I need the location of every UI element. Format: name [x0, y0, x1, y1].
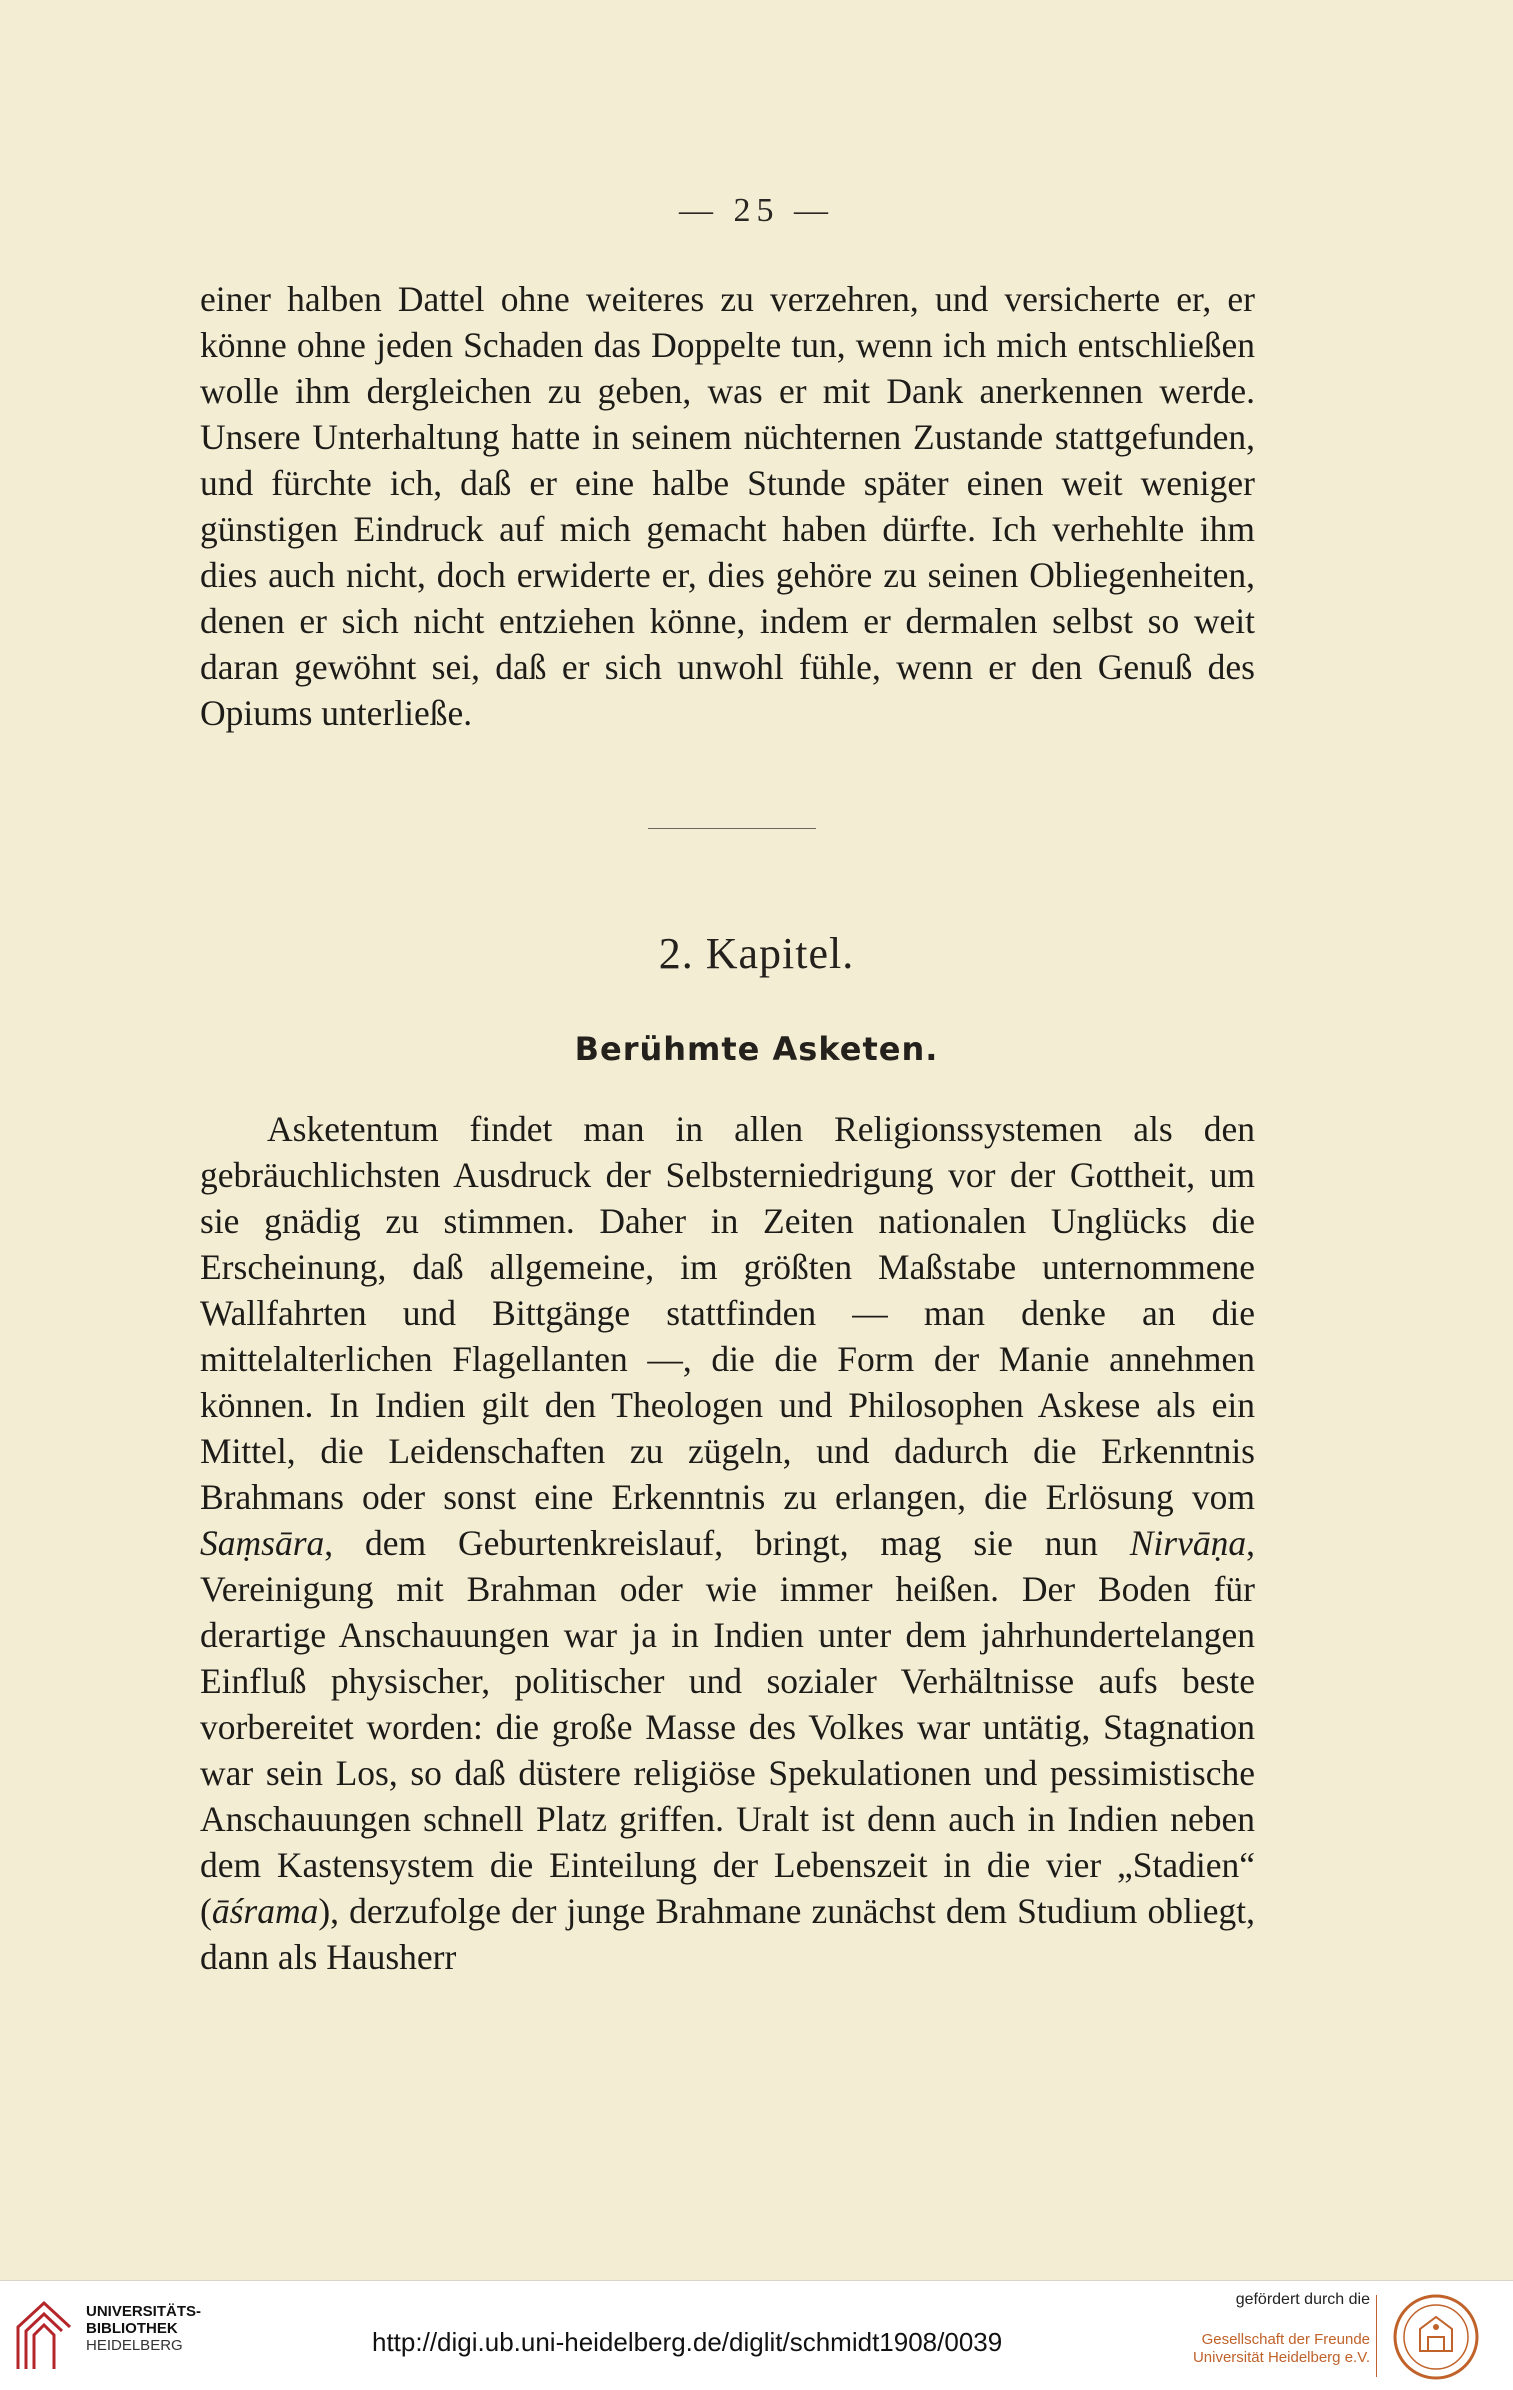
page-number: — 25 —	[679, 192, 834, 229]
library-name-line-2: BIBLIOTHEK	[86, 2320, 178, 2337]
term-nirvana: Nirvāṇa	[1129, 1523, 1247, 1563]
sponsor-divider	[1376, 2295, 1377, 2377]
library-name-line-1: UNIVERSITÄTS-	[86, 2303, 202, 2320]
section-divider	[648, 828, 816, 829]
term-asrama: āśrama	[211, 1891, 319, 1931]
paragraph-2-part-d: ), derzufolge der junge Brahmane zunächst dem Studium obliegt, dann als Hausherr	[200, 1891, 1255, 1977]
chapter-title: 2. Kapitel.	[658, 929, 855, 978]
source-url-link[interactable]: http://digi.ub.uni-heidelberg.de/diglit/schmidt1908/0039	[372, 2327, 1003, 2357]
sponsor-org-line-1: Gesellschaft der Freunde	[1201, 2331, 1370, 2348]
paragraph-1-text: einer halben Dattel ohne weiteres zu verzehren, und versicherte er, er könne ohne jeden Schaden das Doppelte tun, wenn ich mich entschließen wolle ihm dergleichen zu geben, was er mit Dank anerkennen werde. Unsere Unterhaltung hatte in seinem nüchternen Zustande stattgefunden, und fürchte ich, daß er eine halbe Stunde später einen weit weniger günstigen Eindruck auf mich gemacht haben dürfte. Ich verhehlte ihm dies auch nicht, doch erwiderte er, dies gehöre zu seinen Obliegenheiten, denen er sich nicht entziehen könne, indem er dermalen selbst so weit daran gewöhnt sei, daß er sich unwohl fühle, wenn er den Genuß des Opiums unterließe.	[200, 279, 1255, 733]
library-name-line-3: HEIDELBERG	[86, 2337, 183, 2354]
sponsor-by-label: gefördert durch die	[1235, 2291, 1370, 2308]
sponsor-credit	[1170, 2291, 1370, 2367]
library-name	[86, 2303, 201, 2354]
term-samsara: Saṃsāra	[200, 1523, 325, 1563]
paragraph-2-part-a: Asketentum findet man in allen Religionssystemen als den gebräuchlichsten Ausdruck der Selbsterniedrigung vor der Gottheit, um sie gnädig zu stimmen. Daher in Zeiten nationalen Unglücks die Erscheinung, daß allgemeine, im größten Maßstabe unternommene Wallfahrten und Bittgänge stattfinden — man denke an die mittelalterlichen Flagellanten —, die die Form der Manie annehmen können. In Indien gilt den Theologen und Philosophen Askese als ein Mittel, die Leidenschaften zu zügeln, und dadurch die Erkenntnis Brahmans oder sonst eine Erkenntnis zu erlangen, die Erlösung vom	[200, 1109, 1255, 1517]
digitization-footer	[0, 2280, 1513, 2390]
library-logo-icon	[14, 2299, 74, 2371]
paragraph-2-text	[200, 1106, 1255, 1980]
paragraph-2-part-b: , dem Geburtenkreislauf, bringt, mag sie nun	[324, 1523, 1130, 1563]
sponsor-org-line-2: Universität Heidelberg e.V.	[1192, 2349, 1370, 2366]
paragraph-2-part-c: , Vereinigung mit Brahman oder wie immer heißen. Der Boden für derartige Anschauungen war ja in Indien unter dem jahrhundertelangen Einfluß physischer, politischer und sozialer Verhältnisse aufs beste vorbereitet worden: die große Masse des Volkes war untätig, Stagnation war sein Los, so daß düstere religiöse Spekulationen und pessimistische Anschauungen schnell Platz griffen. Uralt ist denn auch in Indien neben dem Kastensystem die Einteilung der Lebenszeit in die vier „Stadien“ (	[200, 1523, 1255, 1931]
paragraph-asketentum	[200, 1106, 1255, 1980]
university-seal-icon	[1392, 2293, 1480, 2381]
paragraph-continuation	[200, 276, 1255, 736]
chapter-subtitle: Berühmte Asketen.	[574, 1030, 939, 1068]
